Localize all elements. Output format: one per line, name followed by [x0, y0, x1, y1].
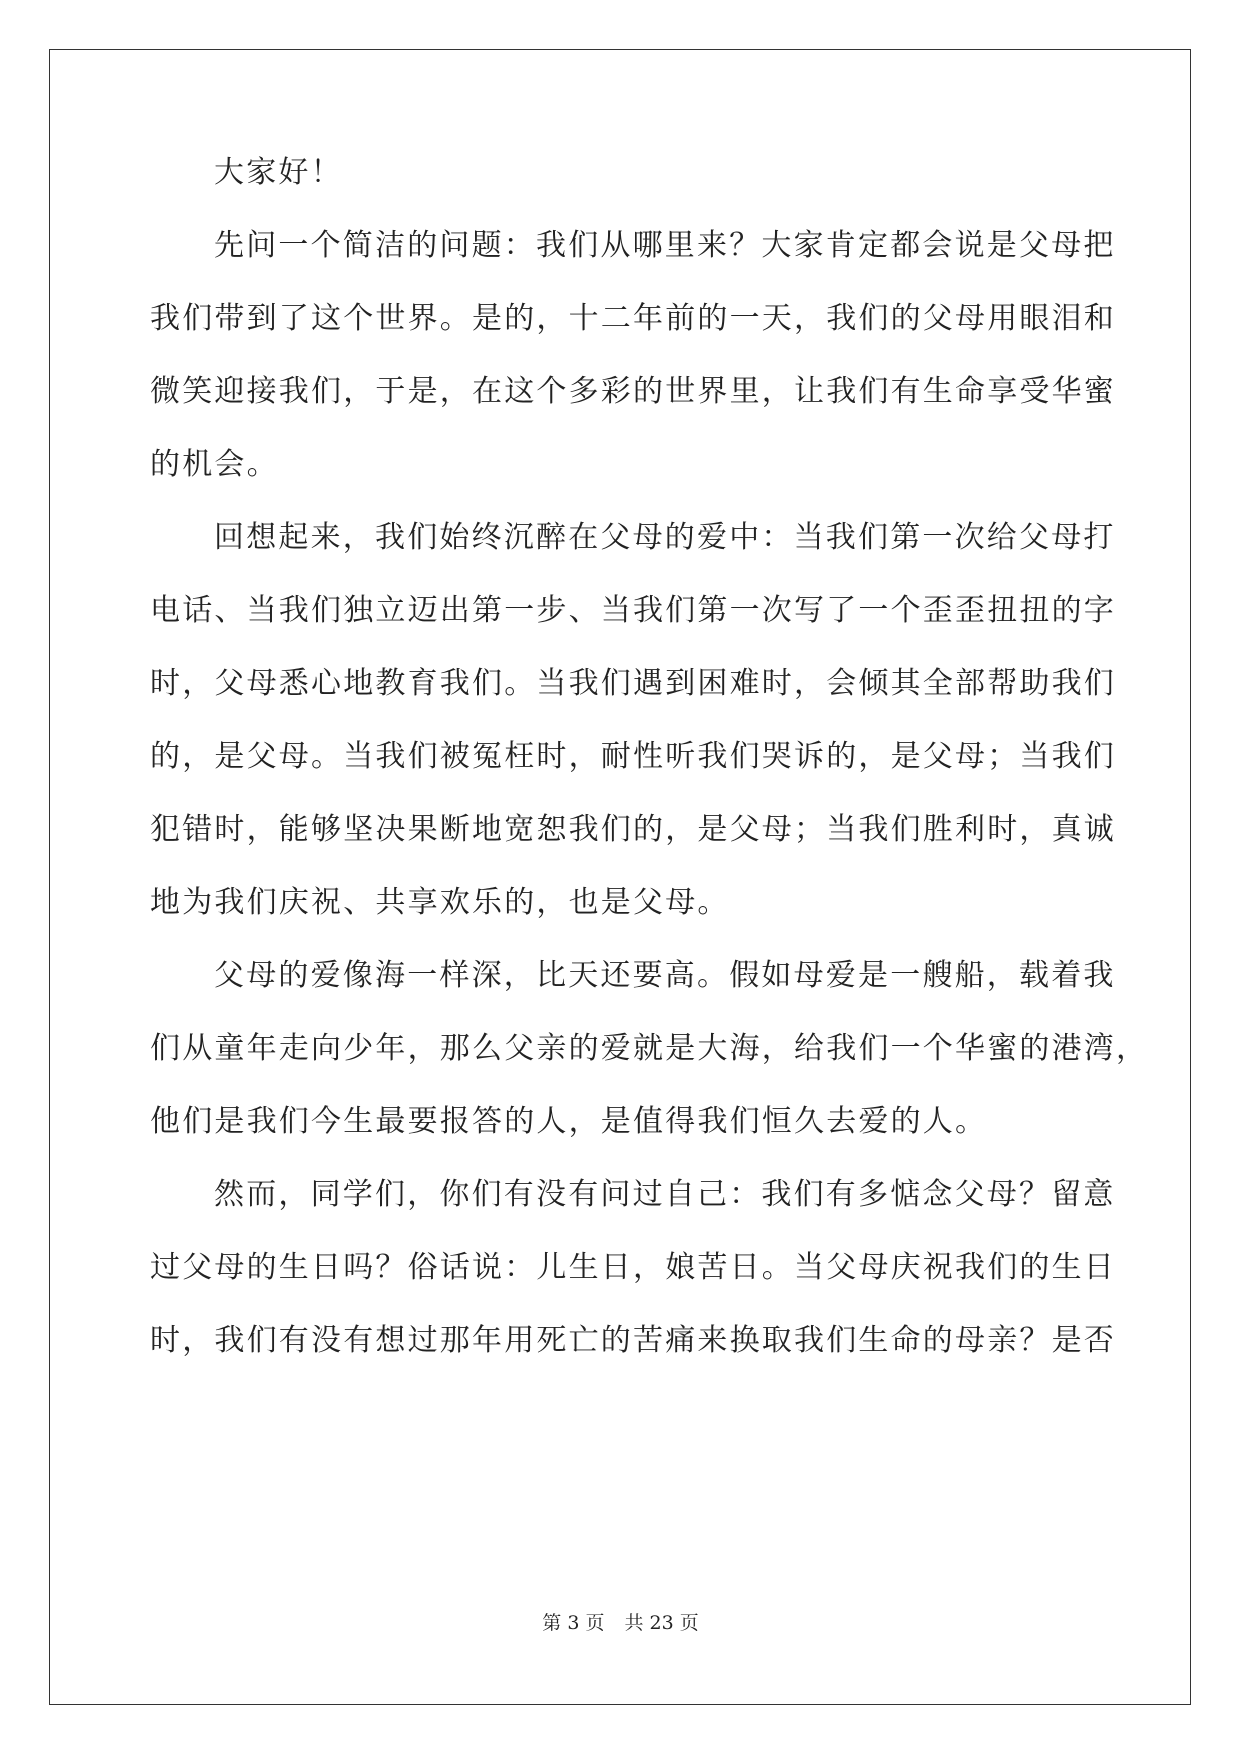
paragraph-line: 我们带到了这个世界。是的，十二年前的一天，我们的父母用眼泪和: [150, 301, 1116, 336]
page-number: 第 3 页: [542, 1612, 605, 1634]
page-total: 共 23 页: [624, 1612, 699, 1634]
paragraph-line: 时，父母悉心地教育我们。当我们遇到困难时，会倾其全部帮助我们: [150, 666, 1116, 701]
paragraph-line: 时，我们有没有想过那年用死亡的苦痛来换取我们生命的母亲？是否: [150, 1323, 1116, 1358]
paragraph-line: 父母的爱像海一样深，比天还要高。假如母爱是一艘船，载着我: [214, 958, 1116, 993]
paragraph-line: 电话、当我们独立迈出第一步、当我们第一次写了一个歪歪扭扭的字: [150, 593, 1116, 628]
paragraph-line: 先问一个简洁的问题：我们从哪里来？大家肯定都会说是父母把: [214, 228, 1116, 263]
paragraph-line: 犯错时，能够坚决果断地宽恕我们的，是父母；当我们胜利时，真诚: [150, 812, 1116, 847]
paragraph-line: 他们是我们今生最要报答的人，是值得我们恒久去爱的人。: [150, 1104, 988, 1139]
paragraph-line: 然而，同学们，你们有没有问过自己：我们有多惦念父母？留意: [214, 1177, 1116, 1212]
page-footer: [0, 1611, 1241, 1635]
paragraph-line: 的机会。: [150, 447, 279, 482]
paragraph-line: 们从童年走向少年，那么父亲的爱就是大海，给我们一个华蜜的港湾，: [150, 1031, 1149, 1066]
paragraph-line: 回想起来，我们始终沉醉在父母的爱中：当我们第一次给父母打: [214, 520, 1116, 555]
greeting-line: 大家好！: [214, 155, 343, 190]
paragraph-line: 的，是父母。当我们被冤枉时，耐性听我们哭诉的，是父母；当我们: [150, 739, 1116, 774]
page-border: [49, 49, 1191, 1705]
paragraph-line: 过父母的生日吗？俗话说：儿生日，娘苦日。当父母庆祝我们的生日: [150, 1250, 1116, 1285]
paragraph-line: 微笑迎接我们，于是，在这个多彩的世界里，让我们有生命享受华蜜: [150, 374, 1116, 409]
paragraph-line: 地为我们庆祝、共享欢乐的，也是父母。: [150, 885, 730, 920]
